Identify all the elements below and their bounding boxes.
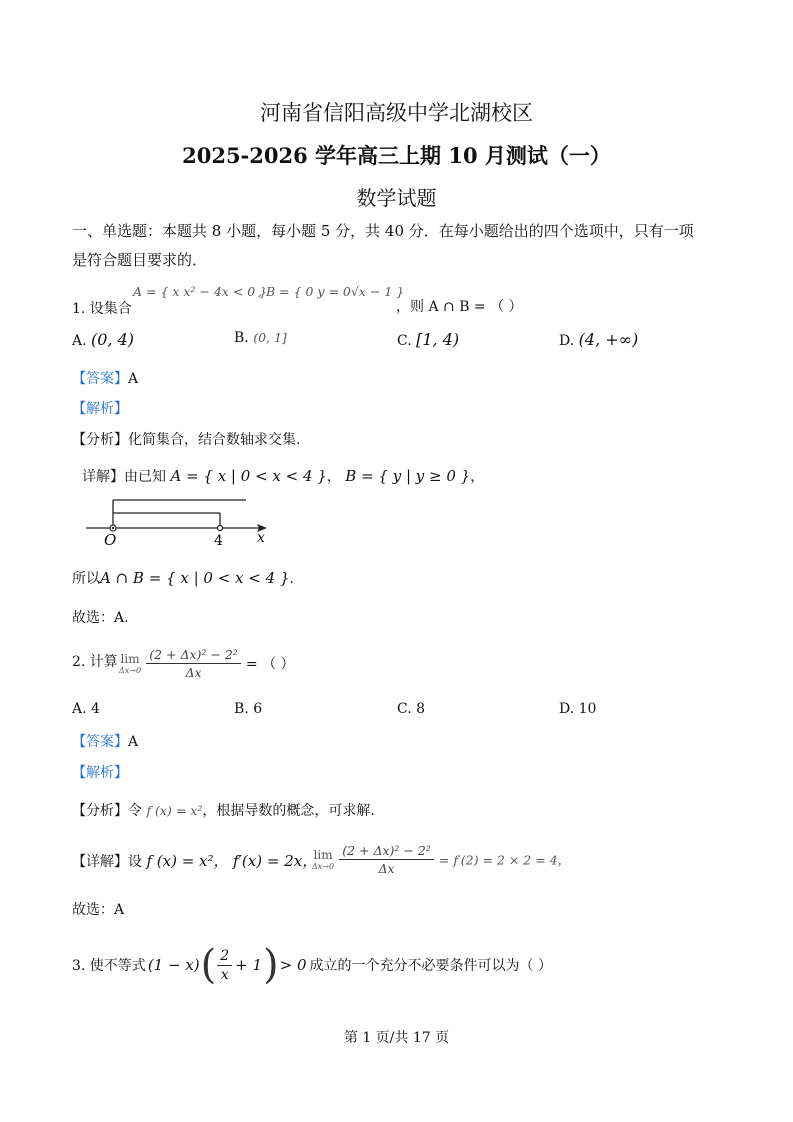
q1-fenxi-text: 化简集合，结合数轴求交集. bbox=[128, 432, 301, 448]
q2-frac bbox=[146, 647, 241, 680]
q2-option-d bbox=[559, 701, 596, 717]
q3-expr-right: + 1 bbox=[235, 956, 263, 974]
q1-option-a-letter: A. bbox=[72, 333, 87, 349]
q2-option-b bbox=[234, 701, 262, 717]
q2-detail bbox=[72, 850, 317, 871]
q2-lead-row bbox=[72, 651, 118, 671]
q2-option-a-letter: A. bbox=[72, 701, 87, 717]
q2-frac-den: Δx bbox=[185, 665, 202, 680]
q1-option-c-value: [1, 4) bbox=[416, 330, 460, 349]
q2-frac-num: (2 + Δx)² − 2² bbox=[146, 647, 241, 664]
q2-answer-tag: 【答案】 bbox=[72, 734, 128, 750]
q1-answer-tag: 【答案】 bbox=[72, 371, 128, 387]
section-intro-line1: 一、单选题：本题共 8 小题，每小题 5 分，共 40 分．在每小题给出的四个选项中，只有一项 bbox=[72, 222, 694, 240]
q1-option-a-value: (0, 4) bbox=[91, 330, 135, 349]
q1-option-d-letter: D. bbox=[559, 333, 575, 349]
q2-detail-pre: 设 bbox=[128, 854, 142, 870]
q2-option-b-letter: B. bbox=[234, 701, 249, 717]
point-four bbox=[218, 526, 223, 531]
q2-lim: lim bbox=[120, 652, 140, 666]
q1-option-d-value: (4, +∞) bbox=[578, 330, 639, 349]
q2-fenxi-post: ，根据导数的概念，可求解. bbox=[202, 803, 375, 819]
q2-answer bbox=[72, 731, 138, 751]
q2-fenxi-f: f (x) = x² bbox=[146, 803, 203, 818]
number-line-diagram bbox=[84, 494, 274, 548]
q1-option-a bbox=[72, 330, 134, 349]
q2-option-c bbox=[397, 701, 425, 717]
q3-gt: > 0 bbox=[279, 956, 307, 974]
q1-detail-pre: 由已知 bbox=[124, 469, 166, 485]
q2-option-c-value: 8 bbox=[416, 701, 426, 717]
q1-lead: 1. 设集合 bbox=[72, 301, 132, 317]
q2-select: 故选：A bbox=[72, 902, 125, 918]
q3-expr-left: (1 − x) bbox=[147, 956, 200, 974]
q2-lim-sub: Δx→0 bbox=[119, 666, 142, 675]
q2-detail-result: = f′(2) = 2 × 2 = 4， bbox=[438, 852, 571, 868]
q2-lead: 2. 计算 bbox=[72, 654, 118, 670]
q1-select: 故选：A. bbox=[72, 610, 129, 626]
axis-origin-label: O bbox=[104, 531, 117, 548]
q1-analysis-tag: 【解析】 bbox=[72, 401, 128, 417]
q1-so-expr: A ∩ B = { x | 0 < x < 4 } bbox=[100, 569, 290, 587]
q3-paren-open: ( bbox=[200, 942, 217, 988]
q1-option-c-letter: C. bbox=[397, 333, 412, 349]
q1-option-b-value: (0, 1] bbox=[253, 330, 287, 345]
q2-detail-lim: lim bbox=[313, 848, 333, 862]
section-intro-line2: 是符合题目要求的． bbox=[72, 251, 208, 269]
q2-option-d-letter: D. bbox=[559, 701, 575, 717]
q2-detail-frac bbox=[339, 843, 434, 876]
exam-title: 2025-2026 学年高三上期 10 月测试（一） bbox=[182, 143, 611, 168]
q1-option-b bbox=[234, 330, 287, 346]
q3-paren-close: ) bbox=[263, 942, 279, 988]
q2-tail: = （ ） bbox=[245, 656, 295, 673]
q2-option-d-value: 10 bbox=[578, 701, 597, 717]
q3-row bbox=[72, 940, 552, 990]
q2-analysis-tag: 【解析】 bbox=[72, 765, 128, 781]
q2-detail-frac-den: Δx bbox=[378, 861, 395, 876]
q2-detail-df: f′(x) = 2x， bbox=[232, 852, 318, 870]
subject-title: 数学试题 bbox=[356, 186, 437, 210]
q1-answer-value: A bbox=[128, 371, 139, 387]
q1-answer bbox=[72, 368, 138, 388]
q2-option-c-letter: C. bbox=[397, 701, 412, 717]
q2-answer-value: A bbox=[128, 734, 139, 750]
q3-frac-num: 2 bbox=[217, 948, 232, 966]
q1-detail-tag: 详解】 bbox=[82, 469, 124, 485]
q2-fenxi-pre: 令 bbox=[128, 803, 142, 819]
q1-option-b-letter: B. bbox=[234, 330, 249, 346]
q2-detail-f: f (x) = x²， bbox=[146, 852, 229, 870]
q2-detail-tag: 【详解】 bbox=[72, 854, 128, 870]
q3-lead: 3. 使不等式 bbox=[72, 958, 146, 974]
q3-frac bbox=[217, 948, 232, 983]
q2-option-a bbox=[72, 701, 100, 717]
origin-dot bbox=[112, 527, 114, 529]
school-title: 河南省信阳高级中学北湖校区 bbox=[260, 101, 533, 125]
q1-conclusion: 所以A ∩ B = { x | 0 < x < 4 }. bbox=[72, 569, 294, 587]
q1-fenxi-tag: 【分析】 bbox=[72, 432, 128, 448]
q1-tail: ，则 A ∩ B = （ ） bbox=[396, 299, 523, 315]
q1-so-pre: 所以 bbox=[72, 571, 100, 587]
q1-option-d bbox=[559, 330, 638, 349]
q1-detail: 详解】由已知 A = { x | 0 < x < 4 }， B = { y | y ≥ 0 }， bbox=[82, 467, 485, 485]
q1-set-b: , B = { 0 y = 0√x − 1 } bbox=[258, 284, 405, 299]
q1-detail-set-b: B = { y | y ≥ 0 } bbox=[345, 467, 471, 485]
page-footer: 第 1 页/共 17 页 bbox=[343, 1030, 450, 1046]
axis-four-label: 4 bbox=[214, 533, 223, 548]
axis-x-label: x bbox=[257, 530, 265, 546]
q3-frac-den: x bbox=[220, 966, 229, 983]
q2-option-a-value: 4 bbox=[91, 701, 100, 717]
q1-detail-set-a: A = { x | 0 < x < 4 } bbox=[170, 467, 327, 485]
q2-detail-lim-sub: Δx→0 bbox=[312, 862, 335, 871]
q2-detail-frac-num: (2 + Δx)² − 2² bbox=[339, 843, 434, 860]
q1-set-a: A = { x x² − 4x < 0 } bbox=[133, 284, 268, 299]
q2-fenxi bbox=[72, 800, 375, 820]
q2-detail-limit bbox=[312, 843, 570, 876]
q1-option-c bbox=[397, 330, 459, 349]
q2-option-b-value: 6 bbox=[253, 701, 263, 717]
q2-fenxi-tag: 【分析】 bbox=[72, 803, 128, 819]
q2-limit-expr bbox=[119, 647, 295, 680]
q3-tail: 成立的一个充分不必要条件可以为（ ） bbox=[309, 958, 552, 974]
q1-fenxi bbox=[72, 429, 300, 449]
